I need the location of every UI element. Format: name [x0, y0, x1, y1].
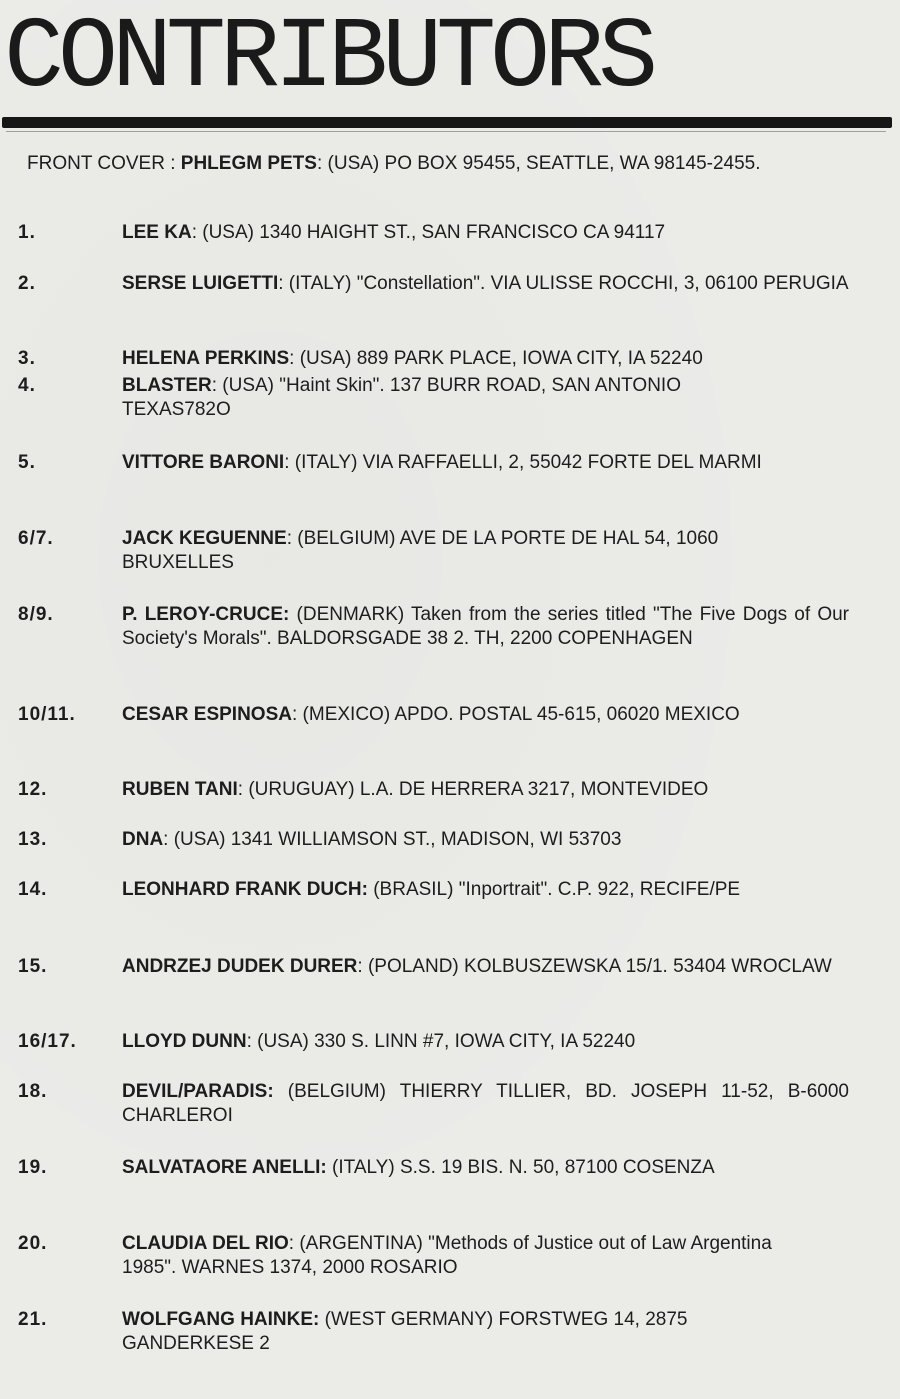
- contributor-name: SALVATAORE ANELLI:: [122, 1157, 327, 1178]
- entry-number: 19.: [18, 1157, 48, 1178]
- entry-text: [122, 703, 849, 727]
- contributor-name: HELENA PERKINS: [122, 348, 290, 369]
- entry-text: [122, 347, 849, 371]
- entry-number: 20.: [18, 1233, 48, 1254]
- page-title: CONTRIBUTORS: [4, 3, 653, 116]
- entry-number: 1.: [18, 222, 36, 243]
- entry-text: [122, 451, 822, 475]
- entry-text: [122, 272, 849, 296]
- entry-text: [122, 374, 782, 422]
- contributor-name: DEVIL/PARADIS:: [122, 1081, 274, 1102]
- entry-text: [122, 778, 849, 802]
- contributor-name: SERSE LUIGETTI: [122, 273, 279, 294]
- entry-text: [122, 828, 849, 852]
- entry-number: 3.: [18, 348, 36, 369]
- contributor-details: : (MEXICO) APDO. POSTAL 45-615, 06020 MEXICO: [291, 704, 740, 725]
- entry-number: 6/7.: [18, 528, 54, 549]
- contributor-name: ANDRZEJ DUDEK DURER: [122, 956, 358, 977]
- entry-text: [122, 1232, 787, 1280]
- contributor-details: : (USA) 330 S. LINN #7, IOWA CITY, IA 52240: [246, 1031, 636, 1052]
- entry-text: [122, 878, 849, 902]
- entry-number: 5.: [18, 452, 36, 473]
- contributor-details: : (BELGIUM) AVE DE LA PORTE DE HAL 54, 1060 BRUXELLES: [122, 528, 719, 573]
- contributor-details: : (USA) 1341 WILLIAMSON ST., MADISON, WI 53703: [163, 829, 622, 850]
- entry-number: 2.: [18, 273, 36, 294]
- title-underline-shadow: [6, 131, 886, 132]
- contributor-details: (BRASIL) "Inportrait". C.P. 922, RECIFE/PE: [367, 879, 741, 900]
- entry-text: [122, 1156, 849, 1180]
- contributor-name: BLASTER: [122, 375, 212, 396]
- contributor-details: : (ITALY) VIA RAFFAELLI, 2, 55042 FORTE DEL MARMI: [284, 452, 762, 473]
- contributor-details: (WEST GERMANY) FORSTWEG 14, 2875 GANDERKESE 2: [122, 1309, 688, 1354]
- entry-text: [122, 1030, 849, 1054]
- front-cover-credit: [27, 152, 877, 176]
- contributor-details: (ITALY) S.S. 19 BIS. N. 50, 87100 COSENZA: [326, 1157, 715, 1178]
- contributor-details: : (POLAND) KOLBUSZEWSKA 15/1. 53404 WROCLAW: [357, 956, 832, 977]
- entry-number: 13.: [18, 829, 48, 850]
- entry-text: [122, 955, 849, 979]
- entry-text: [122, 1308, 787, 1356]
- contributor-details: : (ARGENTINA) "Methods of Justice out of Law Argentina 1985". WARNES 1374, 2000 ROSARIO: [122, 1233, 772, 1278]
- contributor-name: DNA: [122, 829, 164, 850]
- contributor-name: JACK KEGUENNE: [122, 528, 287, 549]
- contributor-name: RUBEN TANI: [122, 779, 238, 800]
- entry-number: 15.: [18, 956, 48, 977]
- entry-number: 14.: [18, 879, 48, 900]
- contributor-details: (BELGIUM) THIERRY TILLIER, BD. JOSEPH 11-52, B-6000 CHARLEROI: [122, 1081, 849, 1126]
- entry-text: [122, 221, 849, 245]
- entry-text: [122, 603, 849, 651]
- contributor-name: P. LEROY-CRUCE:: [122, 604, 290, 625]
- entry-text: [122, 527, 827, 575]
- contributor-details: : (USA) "Haint Skin". 137 BURR ROAD, SAN ANTONIO TEXAS782O: [122, 375, 681, 420]
- front-cover-details: : (USA) PO BOX 95455, SEATTLE, WA 98145-2455.: [316, 153, 761, 174]
- entry-text: [122, 1080, 849, 1128]
- title-underline-rule: [2, 117, 892, 128]
- entry-number: 16/17.: [18, 1031, 77, 1052]
- contributor-name: CESAR ESPINOSA: [122, 704, 292, 725]
- contributor-details: : (ITALY) "Constellation". VIA ULISSE ROCCHI, 3, 06100 PERUGIA: [278, 273, 849, 294]
- entry-number: 12.: [18, 779, 48, 800]
- contributor-details: (DENMARK) Taken from the series titled "The Five Dogs of Our Society's Morals". BALDORSGADE 38 2. TH, 2200 COPENHAGEN: [122, 604, 849, 649]
- front-cover-name: PHLEGM PETS: [180, 153, 317, 174]
- contributor-name: LLOYD DUNN: [122, 1031, 247, 1052]
- contributor-name: VITTORE BARONI: [122, 452, 285, 473]
- contributor-name: WOLFGANG HAINKE:: [122, 1309, 320, 1330]
- front-cover-label: FRONT COVER :: [27, 153, 181, 174]
- contributor-details: : (USA) 889 PARK PLACE, IOWA CITY, IA 52240: [289, 348, 703, 369]
- contributor-details: : (URUGUAY) L.A. DE HERRERA 3217, MONTEVIDEO: [237, 779, 709, 800]
- contributor-details: : (USA) 1340 HAIGHT ST., SAN FRANCISCO CA 94117: [191, 222, 666, 243]
- contributor-name: LEONHARD FRANK DUCH:: [122, 879, 368, 900]
- entry-number: 18.: [18, 1081, 48, 1102]
- contributor-name: CLAUDIA DEL RIO: [122, 1233, 289, 1254]
- contributor-name: LEE KA: [122, 222, 192, 243]
- entry-number: 8/9.: [18, 604, 54, 625]
- entry-number: 21.: [18, 1309, 48, 1330]
- entry-number: 10/11.: [18, 704, 76, 725]
- entry-number: 4.: [18, 375, 36, 396]
